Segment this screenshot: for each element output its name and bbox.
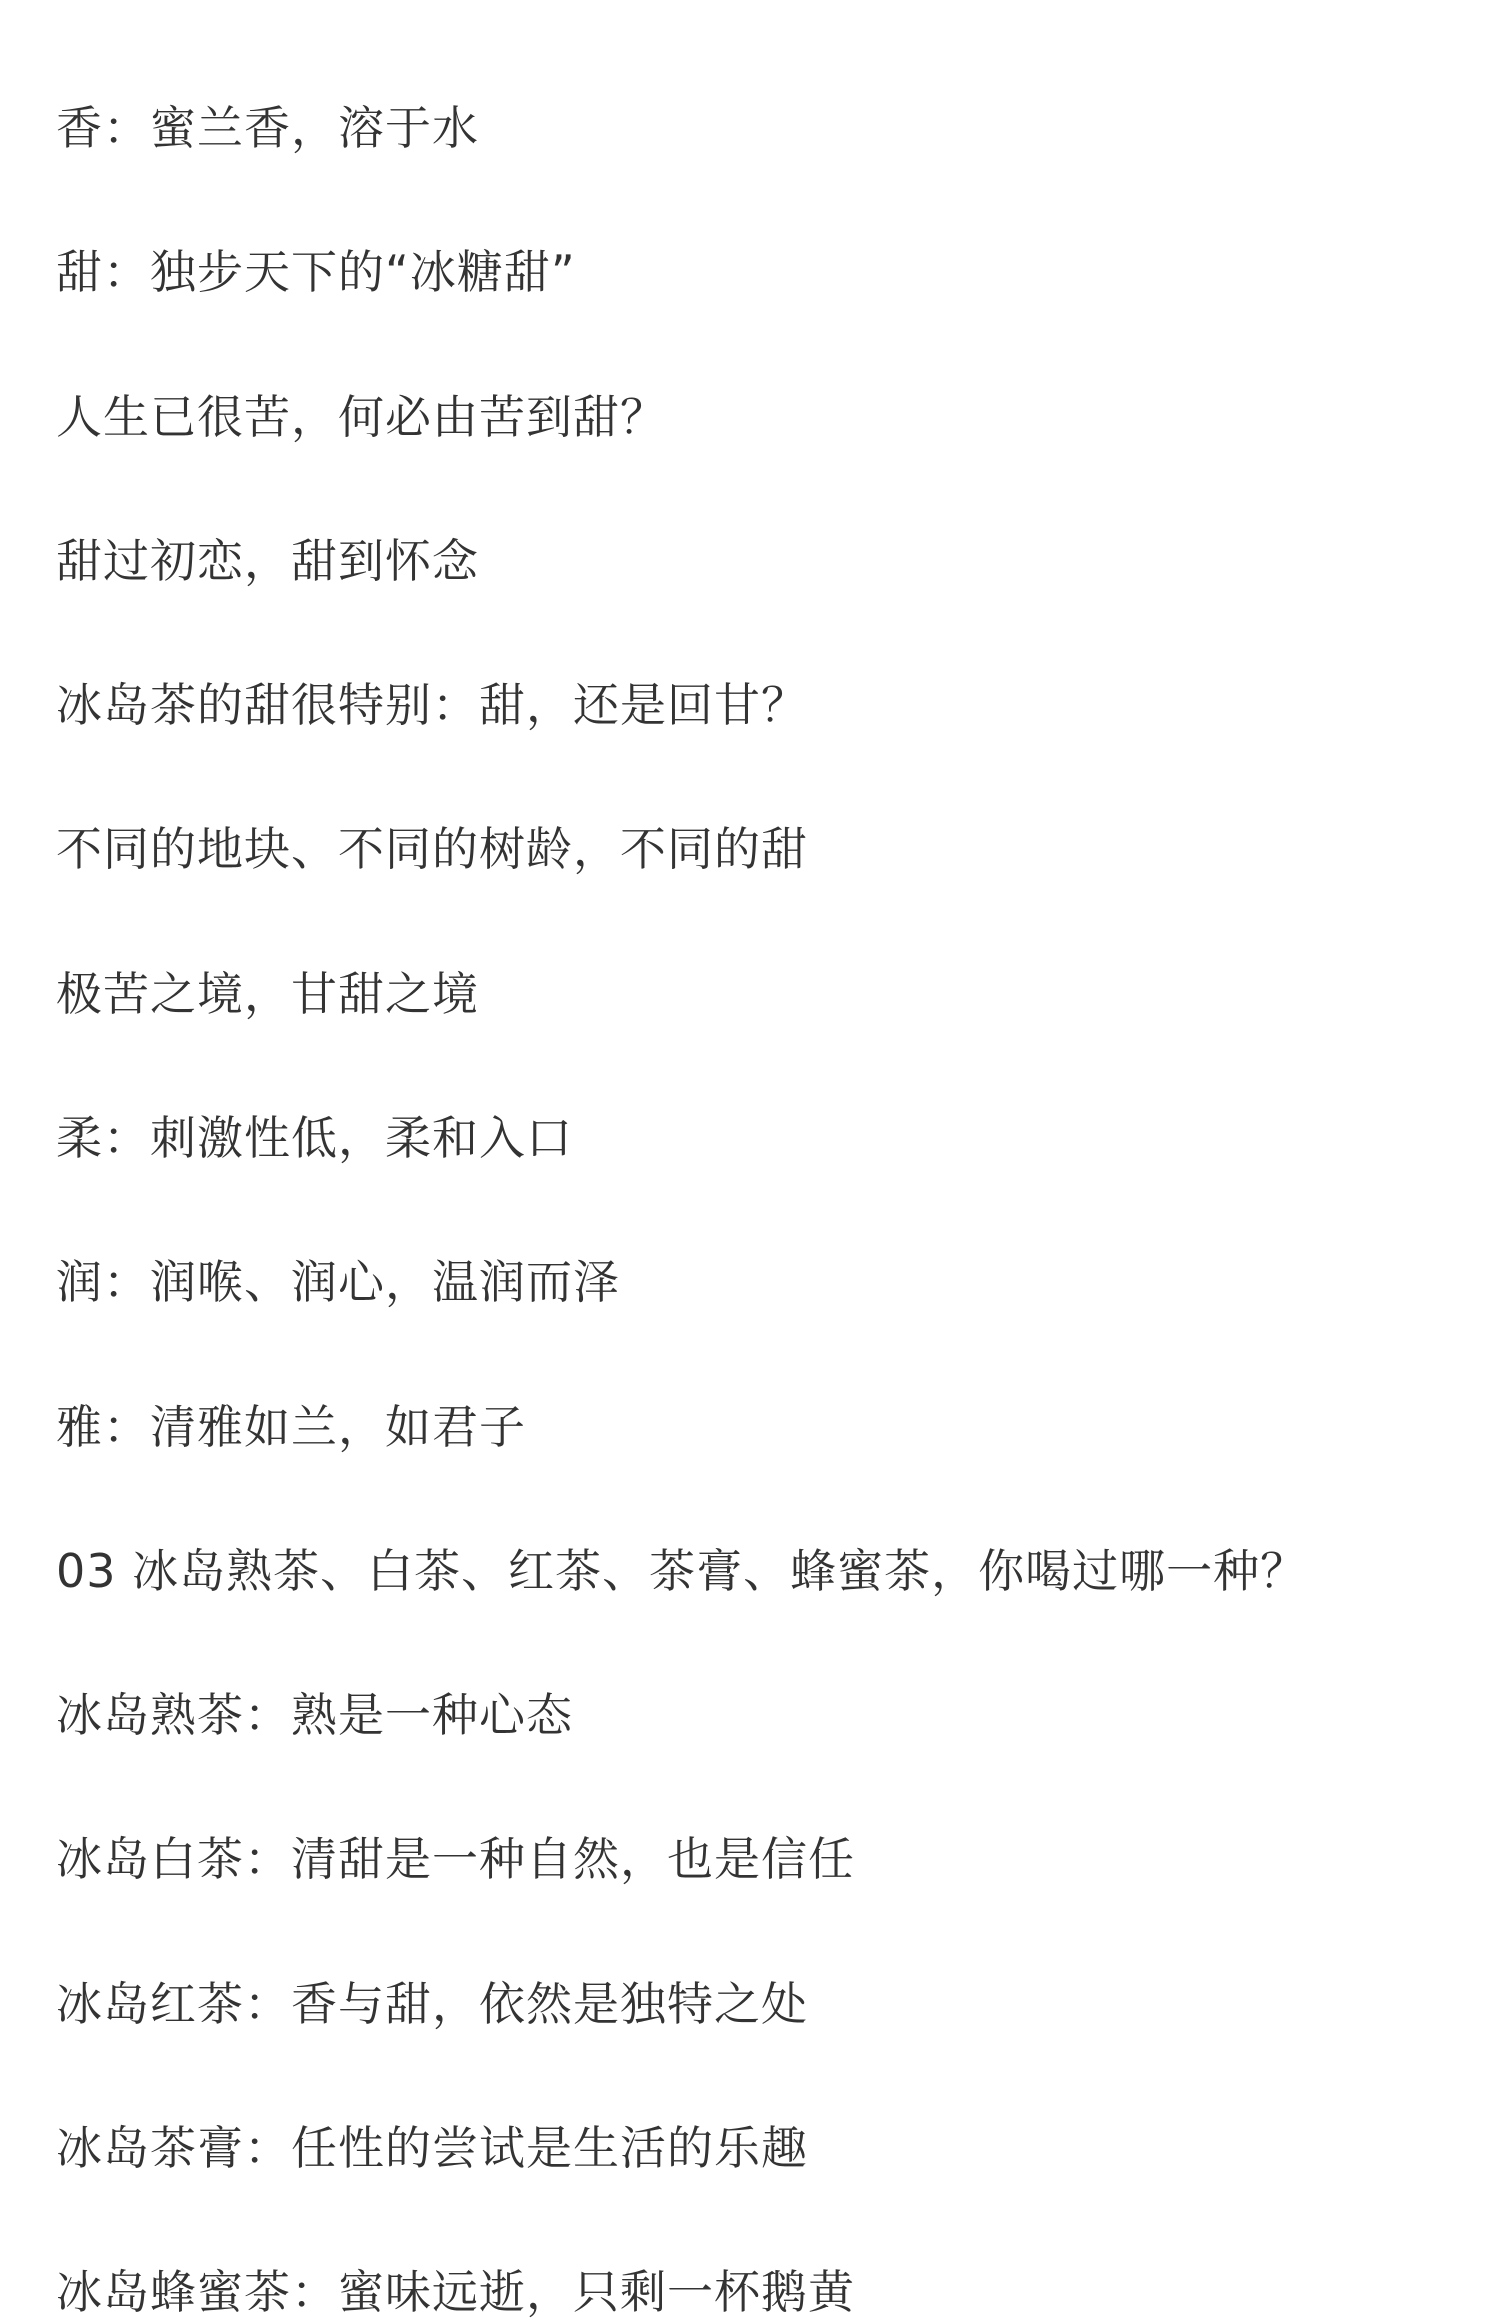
text-line-white-tea: 冰岛白茶：清甜是一种自然，也是信任 (56, 1832, 855, 1886)
text-line-elegant: 雅：清雅如兰，如君子 (56, 1400, 526, 1454)
text-line-moist: 润：润喉、润心，温润而泽 (56, 1255, 620, 1309)
text-line-honey-tea: 冰岛蜂蜜茶：蜜味远逝，只剩一杯鹅黄 (56, 2265, 855, 2319)
partial-text-line (56, 0, 714, 32)
text-line-fragrance: 香：蜜兰香，溶于水 (56, 101, 479, 155)
text-line-bitter-sweet-realm: 极苦之境，甘甜之境 (56, 967, 479, 1021)
text-line-first-love: 甜过初恋，甜到怀念 (56, 534, 479, 588)
text-line-special-sweet: 冰岛茶的甜很特别：甜，还是回甘？ (56, 678, 808, 732)
text-line-different-sweet: 不同的地块、不同的树龄，不同的甜 (56, 822, 808, 876)
section-heading-03: 03 冰岛熟茶、白茶、红茶、茶膏、蜂蜜茶，你喝过哪一种？ (56, 1544, 1308, 1598)
text-line-sweet: 甜：独步天下的“冰糖甜” (56, 245, 576, 299)
text-line-black-tea: 冰岛红茶：香与甜，依然是独特之处 (56, 1977, 808, 2031)
text-line-ripe-tea: 冰岛熟茶：熟是一种心态 (56, 1688, 573, 1742)
text-line-tea-paste: 冰岛茶膏：任性的尝试是生活的乐趣 (56, 2121, 808, 2175)
text-line-soft: 柔：刺激性低，柔和入口 (56, 1111, 573, 1165)
text-line-life-bitter: 人生已很苦，何必由苦到甜？ (56, 390, 667, 444)
